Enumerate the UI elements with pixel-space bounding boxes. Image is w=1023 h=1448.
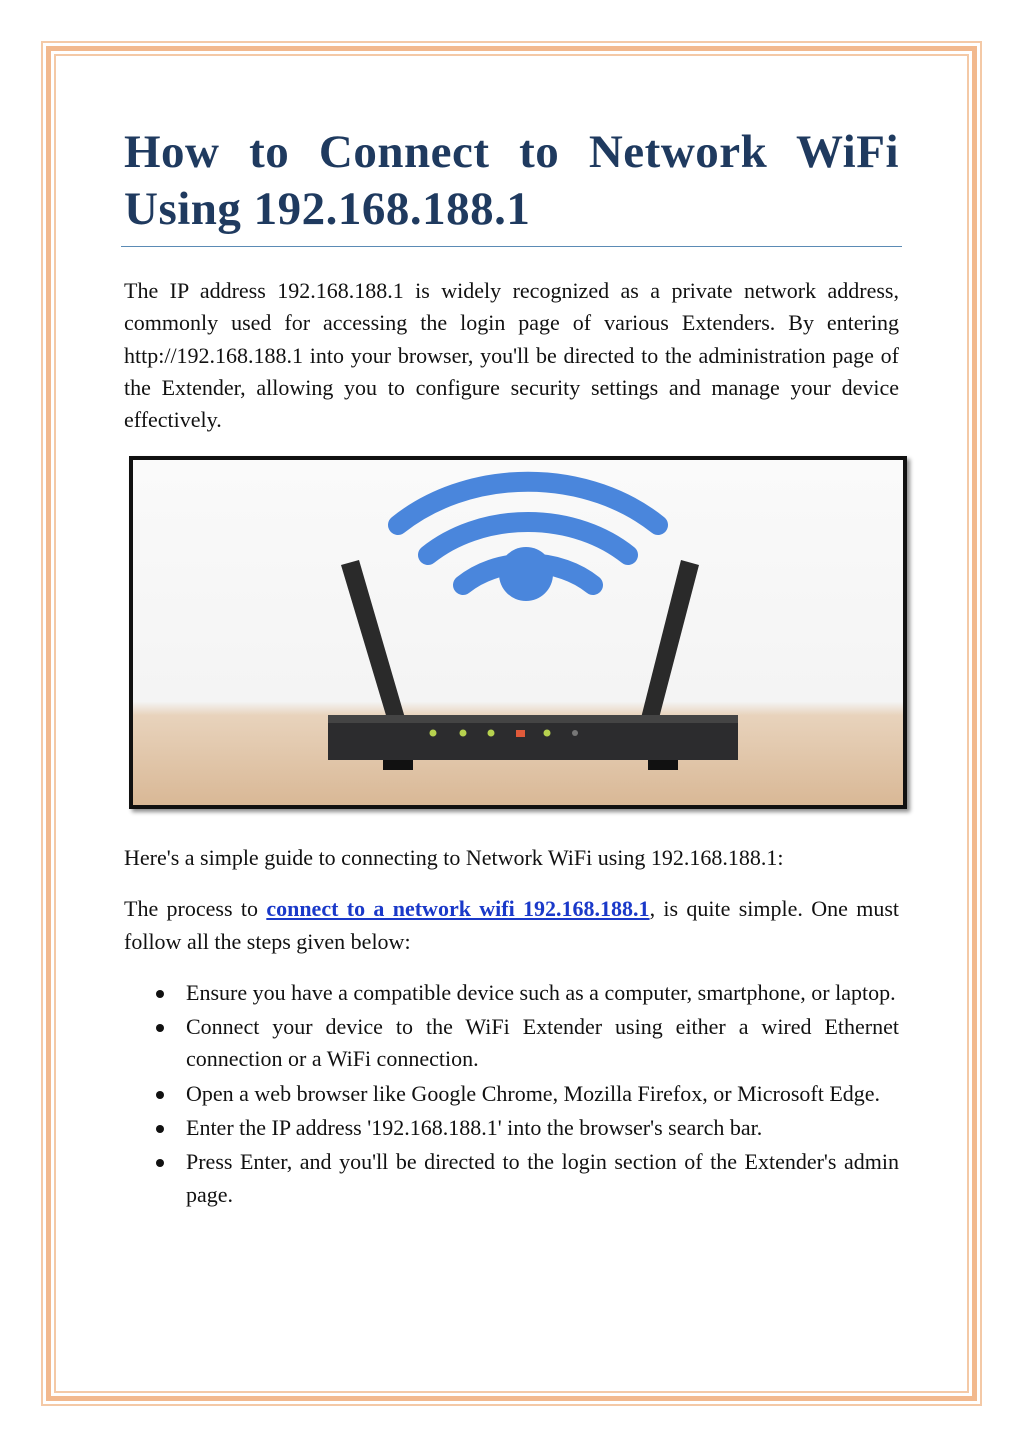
page-title: How to Connect to Network WiFi Using 192.168.188.1: [124, 126, 899, 235]
guide-section: [124, 842, 899, 1213]
step-text: Open a web browser like Google Chrome, Mozilla Firefox, or Microsoft Edge.: [186, 1080, 881, 1106]
step-text: Enter the IP address '192.168.188.1' into the browser's search bar.: [186, 1115, 763, 1141]
bullet-icon: [156, 1159, 164, 1167]
step-text: Connect your device to the WiFi Extender using either a wired Ethernet connection or a WiFi connection.: [186, 1014, 899, 1072]
list-item: [186, 977, 899, 1009]
bullet-icon: [156, 990, 164, 998]
bullet-icon: [156, 1125, 164, 1133]
process-text-before: The process to: [124, 896, 267, 922]
title-divider: [121, 246, 902, 247]
connect-network-wifi-link[interactable]: connect to a network wifi 192.168.188.1: [266, 896, 650, 922]
step-text: Press Enter, and you'll be directed to the login section of the Extender's admin page.: [186, 1149, 899, 1207]
article-header: [124, 124, 899, 436]
bullet-icon: [156, 1091, 164, 1099]
list-item: [186, 1146, 899, 1211]
list-item: [186, 1078, 899, 1110]
intro-paragraph: The IP address 192.168.188.1 is widely recognized as a private network address, commonly used for accessing the login page of various Extenders. By entering http://192.168.188.1 into your browser, you'll be directed to the administration page of the Extender, allowing you to configure security settings and manage your device effectively.: [124, 278, 899, 433]
guide-heading: Here's a simple guide to connecting to Network WiFi using 192.168.188.1:: [124, 845, 784, 870]
step-text: Ensure you have a compatible device such as a computer, smartphone, or laptop.: [186, 979, 896, 1005]
bullet-icon: [156, 1024, 164, 1032]
router-image: [129, 456, 907, 809]
process-paragraph: [124, 893, 899, 958]
process-text-after: , is quite simple. One must follow all the steps given below:: [124, 896, 900, 954]
steps-list: [124, 977, 899, 1211]
wifi-router-illustration: [133, 460, 903, 805]
list-item: [186, 1011, 899, 1076]
list-item: [186, 1112, 899, 1144]
